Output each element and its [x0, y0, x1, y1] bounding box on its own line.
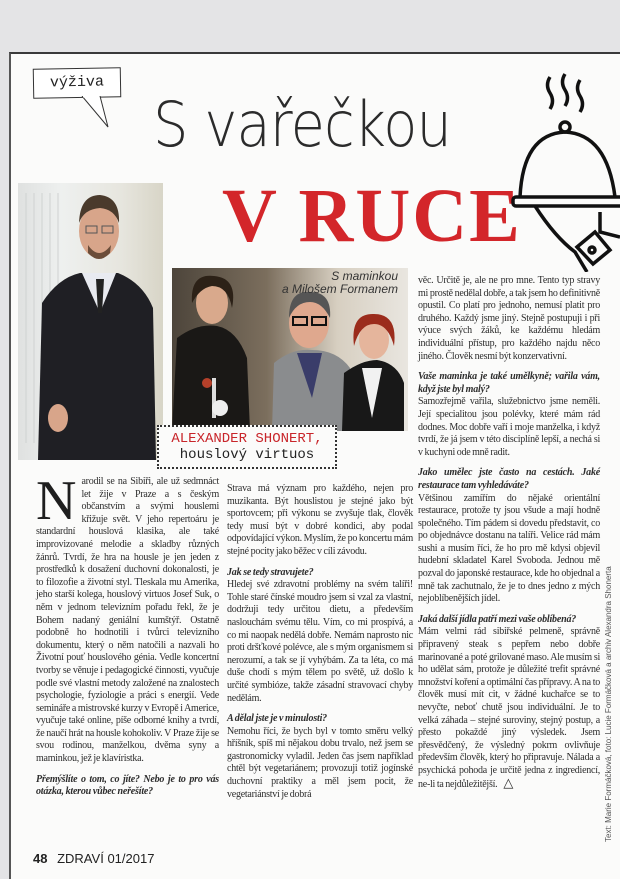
answer-3-continued: věc. Určitě je, ale ne pro mne. Tento typ stravy mi prostě nedělal dobře, a tak jsem ho definitivně opustil. Co platí pro jednoho, nemusí platit pro druhého. Každý jsme jiný. Stejně postupuji i při výuce svých žáků, ke každému hledám individuální přístup, pro každého najdu něco jiného. Člověk nesmí být konzervativní.: [418, 275, 600, 362]
person-name: ALEXANDER SHONERT,: [171, 431, 323, 447]
section-label: výživa: [49, 73, 105, 92]
name-caption-box: [157, 425, 337, 469]
photo-caption-line-2: a Milošem Formanem: [281, 282, 398, 296]
question-5: Jako umělec jste často na cestách. Jaké restaurace tam vyhledáváte?: [418, 467, 600, 491]
question-1: Přemýšlíte o tom, co jíte? Nebo je to pro vás otázka, kterou vůbec neřešíte?: [36, 773, 219, 798]
question-6: Jaká další jídla patří mezi vaše oblíbená?: [418, 613, 577, 625]
man-in-suit-illustration: [18, 183, 163, 460]
title-line-1: S vařečkou: [153, 88, 451, 161]
answer-1: Strava má význam pro každého, nejen pro muzikanta. Být houslistou je stejné jako být sportovcem; při výkonu se zvyšuje tlak, člověk tedy musí být v dobré kondici, aby podal odpovídající výkon. Myslím, že po koncertu mám stejné pocity jako běžec v cíli závodu.: [227, 483, 413, 557]
text-column-2: [227, 483, 413, 809]
answer-2: Hledej své zdravotní problémy na svém talíři! Tohle staré čínské moudro jsem si vzal za vlastní, dodržuji tedy určitou dietu, a především naslouchám svému tělu. Vím, co mi prospívá, a co mi naopak nedělá dobře. Nemám naprosto nic proti dršťkové polévce, ale s mým organismem si nerozumí, a tak se jí vyhýbám. Za ta léta, co má duše chodí s mým tělem po světě, už došlo k určité symbióze, takže zásadní stravovací chyby nedělám.: [227, 579, 413, 704]
photo-caption-line-1: S maminkou: [331, 269, 398, 283]
answer-5: Většinou zamířím do nějaké orientální restaurace, protože ty jsou všude a mají hodně společného. Tím pádem si dovedu představit, co po objednávce dostanu na talíři. Velice rád mám sushi a musím říci, že ho pro mě kdysi objevil hudební skladatel Karel Svoboda. Jednou mě pozval do japonské restaurace, kde ho objednal a mně tak zachutnalo, že je to dnes jedno z mých nejoblíbenějších jídel.: [418, 492, 600, 605]
text-column-3: [418, 275, 600, 799]
issue-number: 01/2017: [107, 851, 155, 866]
question-2: Jak se tedy stravujete?: [227, 566, 314, 578]
answer-6: Mám velmi rád sibiřské pelmeně, správně připravený steak s pepřem nebo dobře marinované a poté grilované maso. Ale musím si ho udělat sám, protože je důležité trefit správné množství koření a optimální čas přípravy. A na to člověk musí mít cit, v žádné kuchařce se to nevyčte, neboť chutě jsou individuální. Je to velká záhada – stejné suroviny, stejný postup, a přesto pokaždé jiný výsledek. Jsem přesvědčený, že výsledný pokrm ovlivňuje především člověk, který ho připravuje. Nálada a psychická pohoda je určitě jedna z ingrediencí, ne-li ta nejdůležitější.: [418, 626, 600, 790]
answer-3: Nemohu říci, že bych byl v tomto směru velký hříšník, spíš mi nějakou dobu trvalo, než jsem se gastronomicky vyladil. Jeden čas jsem například chtěl být vegetariánem; provozuji totiž jogínské duchovní praktiky a měl jsem pocit, že vegetariánství je dobrá: [227, 725, 413, 800]
question-3: A dělal jste je v minulosti?: [227, 713, 327, 725]
title-line-2: V RUCE: [222, 174, 522, 258]
photo-caption: [282, 270, 398, 296]
speech-bubble-tail: [80, 96, 110, 128]
answer-4: Samozřejmě vařila, služebnictvo jsme neměli. Její specialitou jsou polévky, které mám rád dodnes. Moc dobře vaří i moje manželka, i když tvrdí, že já jsem v této disciplíně lepší, a nechá si v kuchyni ode mně radit.: [418, 396, 600, 458]
section-label-bubble: [33, 67, 122, 99]
drop-cap: N: [36, 470, 77, 532]
photo-credit: Text: Marie Formáčková, foto: Lucie Formáčková a archiv Alexandra Shonerta: [604, 566, 613, 842]
text-column-1: [36, 470, 219, 799]
end-triangle-icon: △: [503, 774, 514, 790]
group-photo: [172, 268, 408, 431]
page-footer: [33, 851, 154, 866]
magazine-name: ZDRAVÍ: [57, 851, 104, 866]
person-role: houslový virtuos: [179, 447, 315, 463]
page-number: 48: [33, 851, 48, 866]
intro-paragraph: arodil se na Sibiři, ale už sedmnáct let žije v Praze a s českým občanstvím a svými houslemi křižuje svět. V jeho repertoáru je standardní houslová klasika, ale také improvizované melodie a skladby různých žánrů. Tvrdí, že hra na housle je jen jeden z prostředků k dosažení duchovní dokonalosti, je to filozofie a životní styl. Tleskala mu Amerika, jeho starší kolega, houslový virtuos Josef Suk, o něm v jednom televizním pořadu řekl, že je Bohem nadaný geniální kumštýř. Ostatně podobně ho hodnotili i tvůrci televizního dokumentu, který o něm natočili a nazvali ho Životní pouť houslového génia. Vedle koncertní tvorby se věnuje i pedagogické činnosti, vyučuje podle své vlastní metody založené na znalostech psychologie, fyziologie a práci s energií. Vede semináře a mistrovské kurzy v Evropě i Americe, vyučuje také online, píše odborné knihy a tvrdí, že naučí hrát na housle kohokoliv. V Praze žije se svou rodinou, manželkou, dvěma syny a maminkou, jež je klavíristka.: [36, 476, 219, 765]
question-4: Vaše maminka je také umělkyně; vařila vám, když jste byl malý?: [418, 371, 600, 395]
portrait-photo: [18, 183, 163, 460]
serving-cloche-icon: [505, 72, 620, 272]
